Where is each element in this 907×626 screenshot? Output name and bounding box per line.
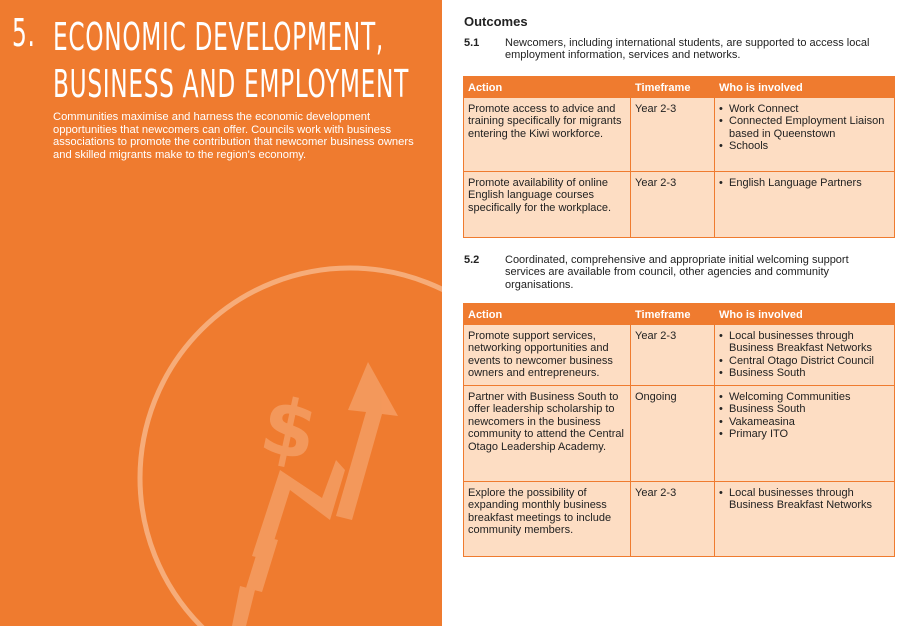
list-item: • Central Otago District Council [719, 355, 890, 367]
table-row [464, 386, 895, 482]
who-cell [715, 98, 895, 172]
list-item: • Local businesses through Business Breakfast Networks [719, 487, 890, 512]
list-item: • Welcoming Communities [719, 391, 890, 403]
timeframe-cell: Year 2-3 [631, 172, 715, 238]
outcome-number: 5.1 [464, 37, 480, 49]
header-action: Action [464, 77, 631, 98]
timeframe-cell: Year 2-3 [631, 98, 715, 172]
section-number: 5. [12, 11, 36, 55]
table-row [464, 325, 895, 386]
section-intro: Communities maximise and harness the economic development opportunities that newcomers can offer. Councils work with business associations to promote the contribution that newcomer business owners and skilled migrants make to the region's economy. [53, 111, 414, 161]
header-timeframe: Timeframe [631, 77, 715, 98]
outcome-number: 5.2 [464, 254, 480, 266]
timeframe-cell: Ongoing [631, 386, 715, 482]
action-cell: Promote support services, networking opportunities and events to newcomer business owners and entrepreneurs. [464, 325, 631, 386]
section-title [53, 14, 409, 108]
table-header [464, 304, 895, 325]
list-item: • Connected Employment Liaison based in Queenstown [719, 115, 890, 140]
table-header [464, 77, 895, 98]
who-cell [715, 386, 895, 482]
section-title-line-2: BUSINESS AND EMPLOYMENT [53, 62, 409, 106]
who-cell [715, 325, 895, 386]
action-cell: Promote availability of online English language courses specifically for the workplace. [464, 172, 631, 238]
list-item: • Vakameasina [719, 416, 890, 428]
list-item: • English Language Partners [719, 177, 890, 189]
left-panel [0, 0, 442, 626]
outcome-text: Coordinated, comprehensive and appropriate initial welcoming support services are available from council, other agencies and community organisations. [505, 254, 849, 291]
action-cell: Partner with Business South to offer leadership scholarship to newcomers in the business community to attend the Central Otago Leadership Academy. [464, 386, 631, 482]
who-cell [715, 172, 895, 238]
outcome-text: Newcomers, including international students, are supported to access local employment information, services and networks. [505, 37, 870, 62]
right-panel [442, 0, 907, 626]
table-row [464, 172, 895, 238]
list-item: • Schools [719, 140, 890, 152]
header-who: Who is involved [715, 304, 895, 325]
outcomes-heading: Outcomes [464, 14, 528, 29]
who-cell [715, 482, 895, 557]
header-timeframe: Timeframe [631, 304, 715, 325]
outcome-5-2-table [463, 303, 895, 557]
list-item: • Business South [719, 403, 890, 415]
table-row [464, 482, 895, 557]
svg-text:$: $ [253, 380, 325, 480]
list-item: • Work Connect [719, 103, 890, 115]
outcome-5-1-table [463, 76, 895, 238]
section-title-line-1: ECONOMIC DEVELOPMENT, [53, 15, 384, 59]
action-cell: Explore the possibility of expanding monthly business breakfast meetings to include community members. [464, 482, 631, 557]
action-cell: Promote access to advice and training specifically for migrants entering the Kiwi workforce. [464, 98, 631, 172]
list-item: • Local businesses through Business Breakfast Networks [719, 330, 890, 355]
timeframe-cell: Year 2-3 [631, 325, 715, 386]
timeframe-cell: Year 2-3 [631, 482, 715, 557]
header-who: Who is involved [715, 77, 895, 98]
header-action: Action [464, 304, 631, 325]
list-item: • Business South [719, 367, 890, 379]
list-item: • Primary ITO [719, 428, 890, 440]
table-row [464, 98, 895, 172]
